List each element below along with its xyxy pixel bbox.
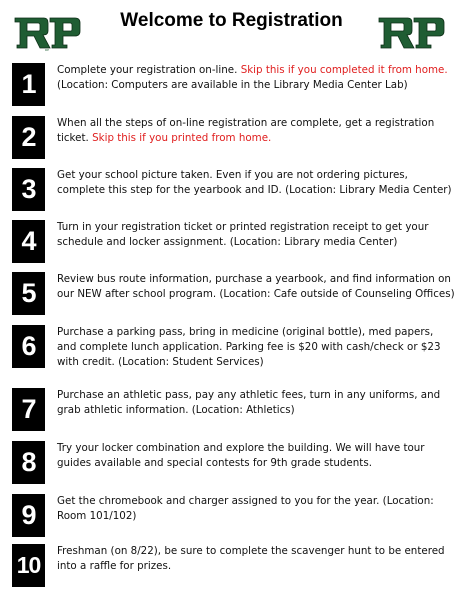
step-text: Purchase a parking pass, bring in medicine (original bottle), med papers, and complete lunch application. Parking fee is $20 with cash/check or $23 with credit. (Location: Student Services): [57, 326, 441, 368]
step-text: Try your locker combination and explore the building. We will have tour guides available and special contests for 9th grade students.: [57, 442, 425, 469]
warning-text: Skip this if you printed from home.: [92, 132, 272, 144]
step-number: 4: [12, 220, 45, 263]
step-number: 5: [12, 272, 45, 315]
step-text: Purchase an athletic pass, pay any athletic fees, turn in any uniforms, and grab athletic information. (Location: Athletics): [57, 389, 441, 416]
step-number: 10: [12, 544, 45, 587]
warning-text: Skip this if you completed it from home.: [240, 64, 448, 76]
step-text: Complete your registration on-line. Skip this if you completed it from home. (Location: Computers are available in the Library Media Center Lab): [57, 64, 448, 91]
step-text: Turn in your registration ticket or printed registration receipt to get your schedule and locker assignment. (Location: Library media Center): [57, 221, 429, 248]
page-title: Welcome to Registration: [120, 10, 343, 31]
step-text: Review bus route information, purchase a yearbook, and find information on our NEW after school program. (Location: Cafe outside of Counseling Offices): [57, 273, 455, 300]
step-number: 9: [12, 494, 45, 537]
step-text: Freshman (on 8/22), be sure to complete the scavenger hunt to be entered into a raffle for prizes.: [57, 545, 445, 572]
step-number: 8: [12, 441, 45, 484]
step-text: Get your school picture taken. Even if you are not ordering pictures, complete this step for the yearbook and ID. (Location: Library Media Center): [57, 169, 452, 196]
step-text: When all the steps of on-line registration are complete, get a registration ticket. Skip this if you printed from home.: [57, 117, 435, 144]
step-number: 3: [12, 168, 45, 211]
logo-text: RP: [45, 48, 49, 52]
step-number: 6: [12, 325, 45, 368]
step-number: 7: [12, 388, 45, 431]
step-number: 2: [12, 116, 45, 159]
step-text: Get the chromebook and charger assigned to you for the year. (Location: Room 101/102): [57, 495, 434, 522]
step-number: 1: [12, 63, 45, 106]
